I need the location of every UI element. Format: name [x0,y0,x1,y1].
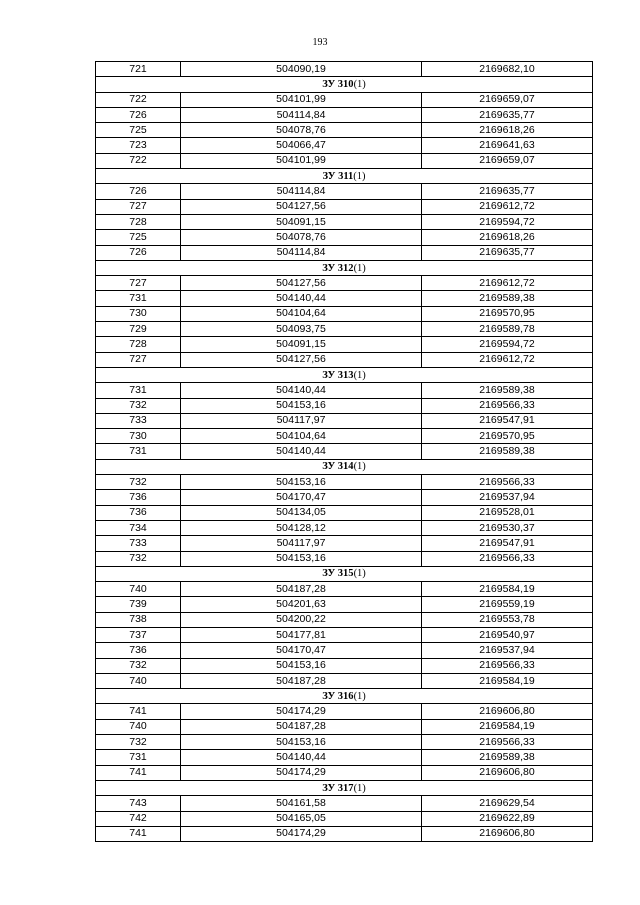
section-title-suffix: (1) [353,262,366,274]
y-coordinate-cell: 2169584,19 [422,719,593,734]
table-row [96,750,593,765]
point-number-cell: 731 [96,383,181,398]
table-row [96,704,593,719]
x-coordinate-cell: 504134,05 [181,505,422,520]
y-coordinate-cell: 2169612,72 [422,352,593,367]
y-coordinate-cell: 2169553,78 [422,612,593,627]
table-row [96,337,593,352]
y-coordinate-cell: 2169570,95 [422,429,593,444]
y-coordinate-cell: 2169635,77 [422,107,593,122]
point-number-cell: 734 [96,520,181,535]
point-number-cell: 728 [96,214,181,229]
point-number-cell: 728 [96,337,181,352]
table-row [96,826,593,841]
y-coordinate-cell: 2169589,38 [422,750,593,765]
y-coordinate-cell: 2169606,80 [422,765,593,780]
point-number-cell: 725 [96,230,181,245]
y-coordinate-cell: 2169584,19 [422,673,593,688]
x-coordinate-cell: 504140,44 [181,383,422,398]
section-title-suffix: (1) [353,690,366,702]
point-number-cell: 732 [96,551,181,566]
section-title [96,780,593,795]
x-coordinate-cell: 504114,84 [181,245,422,260]
point-number-cell: 739 [96,597,181,612]
x-coordinate-cell: 504187,28 [181,582,422,597]
table-row [96,520,593,535]
table-row [96,306,593,321]
y-coordinate-cell: 2169594,72 [422,337,593,352]
y-coordinate-cell: 2169589,38 [422,444,593,459]
x-coordinate-cell: 504187,28 [181,673,422,688]
y-coordinate-cell: 2169606,80 [422,704,593,719]
section-title [96,566,593,581]
table-row [96,230,593,245]
y-coordinate-cell: 2169618,26 [422,230,593,245]
y-coordinate-cell: 2169566,33 [422,398,593,413]
table-row [96,398,593,413]
y-coordinate-cell: 2169566,33 [422,551,593,566]
point-number-cell: 741 [96,826,181,841]
table-row [96,383,593,398]
x-coordinate-cell: 504101,99 [181,92,422,107]
section-title [96,689,593,704]
section-title-suffix: (1) [353,369,366,381]
y-coordinate-cell: 2169589,78 [422,322,593,337]
point-number-cell: 741 [96,704,181,719]
point-number-cell: 730 [96,429,181,444]
x-coordinate-cell: 504153,16 [181,475,422,490]
point-number-cell: 727 [96,276,181,291]
y-coordinate-cell: 2169629,54 [422,796,593,811]
x-coordinate-cell: 504104,64 [181,429,422,444]
section-title-prefix: ЗУ 313 [322,369,354,381]
table-row [96,811,593,826]
section-title [96,367,593,382]
table-row [96,123,593,138]
x-coordinate-cell: 504140,44 [181,750,422,765]
point-number-cell: 736 [96,490,181,505]
table-row [96,429,593,444]
y-coordinate-cell: 2169537,94 [422,643,593,658]
point-number-cell: 725 [96,123,181,138]
section-header-row [96,689,593,704]
section-header-row [96,459,593,474]
point-number-cell: 738 [96,612,181,627]
table-row [96,643,593,658]
section-header-row [96,169,593,184]
y-coordinate-cell: 2169594,72 [422,214,593,229]
x-coordinate-cell: 504174,29 [181,765,422,780]
point-number-cell: 740 [96,582,181,597]
x-coordinate-cell: 504187,28 [181,719,422,734]
table-row [96,612,593,627]
table-row [96,62,593,77]
point-number-cell: 736 [96,505,181,520]
y-coordinate-cell: 2169559,19 [422,597,593,612]
section-title-prefix: ЗУ 312 [322,262,354,274]
x-coordinate-cell: 504127,56 [181,276,422,291]
x-coordinate-cell: 504153,16 [181,735,422,750]
section-title [96,459,593,474]
y-coordinate-cell: 2169547,91 [422,413,593,428]
table-row [96,597,593,612]
x-coordinate-cell: 504114,84 [181,107,422,122]
x-coordinate-cell: 504165,05 [181,811,422,826]
y-coordinate-cell: 2169618,26 [422,123,593,138]
page-number: 193 [312,37,328,48]
section-title-suffix: (1) [353,782,366,794]
table-row [96,719,593,734]
point-number-cell: 723 [96,138,181,153]
y-coordinate-cell: 2169566,33 [422,658,593,673]
section-title-prefix: ЗУ 315 [322,568,354,580]
point-number-cell: 740 [96,719,181,734]
table-row [96,276,593,291]
point-number-cell: 732 [96,398,181,413]
table-row [96,658,593,673]
y-coordinate-cell: 2169606,80 [422,826,593,841]
x-coordinate-cell: 504174,29 [181,826,422,841]
point-number-cell: 726 [96,184,181,199]
point-number-cell: 730 [96,306,181,321]
x-coordinate-cell: 504170,47 [181,490,422,505]
x-coordinate-cell: 504161,58 [181,796,422,811]
table-row [96,153,593,168]
x-coordinate-cell: 504140,44 [181,444,422,459]
x-coordinate-cell: 504093,75 [181,322,422,337]
table-row [96,475,593,490]
coordinates-table [95,61,593,842]
point-number-cell: 740 [96,673,181,688]
x-coordinate-cell: 504174,29 [181,704,422,719]
x-coordinate-cell: 504153,16 [181,658,422,673]
y-coordinate-cell: 2169612,72 [422,276,593,291]
x-coordinate-cell: 504127,56 [181,352,422,367]
point-number-cell: 731 [96,750,181,765]
y-coordinate-cell: 2169635,77 [422,245,593,260]
table-row [96,536,593,551]
point-number-cell: 741 [96,765,181,780]
section-title-suffix: (1) [353,461,366,473]
point-number-cell: 722 [96,153,181,168]
table-row [96,184,593,199]
point-number-cell: 732 [96,735,181,750]
point-number-cell: 731 [96,444,181,459]
x-coordinate-cell: 504066,47 [181,138,422,153]
y-coordinate-cell: 2169612,72 [422,199,593,214]
y-coordinate-cell: 2169547,91 [422,536,593,551]
x-coordinate-cell: 504091,15 [181,337,422,352]
x-coordinate-cell: 504091,15 [181,214,422,229]
y-coordinate-cell: 2169682,10 [422,62,593,77]
section-title-prefix: ЗУ 310 [322,78,354,90]
y-coordinate-cell: 2169540,97 [422,627,593,642]
point-number-cell: 721 [96,62,181,77]
table-row [96,627,593,642]
y-coordinate-cell: 2169589,38 [422,291,593,306]
point-number-cell: 727 [96,199,181,214]
y-coordinate-cell: 2169537,94 [422,490,593,505]
table-row [96,92,593,107]
x-coordinate-cell: 504170,47 [181,643,422,658]
section-title-suffix: (1) [353,568,366,580]
point-number-cell: 732 [96,475,181,490]
x-coordinate-cell: 504090,19 [181,62,422,77]
x-coordinate-cell: 504078,76 [181,230,422,245]
x-coordinate-cell: 504104,64 [181,306,422,321]
point-number-cell: 727 [96,352,181,367]
section-title [96,169,593,184]
coordinates-table-body [96,62,593,842]
point-number-cell: 722 [96,92,181,107]
section-title-suffix: (1) [353,78,366,90]
section-header-row [96,367,593,382]
x-coordinate-cell: 504114,84 [181,184,422,199]
x-coordinate-cell: 504177,81 [181,627,422,642]
y-coordinate-cell: 2169570,95 [422,306,593,321]
section-title-prefix: ЗУ 316 [322,690,354,702]
point-number-cell: 732 [96,658,181,673]
y-coordinate-cell: 2169530,37 [422,520,593,535]
table-row [96,352,593,367]
y-coordinate-cell: 2169566,33 [422,475,593,490]
section-title [96,260,593,275]
section-title [96,77,593,92]
x-coordinate-cell: 504117,97 [181,413,422,428]
point-number-cell: 737 [96,627,181,642]
section-title-prefix: ЗУ 317 [322,782,354,794]
y-coordinate-cell: 2169659,07 [422,153,593,168]
section-title-prefix: ЗУ 314 [322,461,354,473]
y-coordinate-cell: 2169635,77 [422,184,593,199]
section-header-row [96,77,593,92]
table-row [96,673,593,688]
table-row [96,582,593,597]
x-coordinate-cell: 504201,63 [181,597,422,612]
point-number-cell: 733 [96,536,181,551]
y-coordinate-cell: 2169622,89 [422,811,593,826]
y-coordinate-cell: 2169589,38 [422,383,593,398]
table-row [96,291,593,306]
point-number-cell: 743 [96,796,181,811]
table-row [96,735,593,750]
point-number-cell: 726 [96,107,181,122]
y-coordinate-cell: 2169659,07 [422,92,593,107]
x-coordinate-cell: 504117,97 [181,536,422,551]
x-coordinate-cell: 504153,16 [181,398,422,413]
x-coordinate-cell: 504127,56 [181,199,422,214]
section-header-row [96,260,593,275]
table-row [96,138,593,153]
table-row [96,413,593,428]
x-coordinate-cell: 504101,99 [181,153,422,168]
table-row [96,551,593,566]
point-number-cell: 742 [96,811,181,826]
x-coordinate-cell: 504140,44 [181,291,422,306]
point-number-cell: 733 [96,413,181,428]
table-row [96,505,593,520]
y-coordinate-cell: 2169584,19 [422,582,593,597]
table-row [96,322,593,337]
x-coordinate-cell: 504128,12 [181,520,422,535]
table-row [96,444,593,459]
x-coordinate-cell: 504078,76 [181,123,422,138]
section-title-suffix: (1) [353,170,366,182]
table-row [96,796,593,811]
y-coordinate-cell: 2169641,63 [422,138,593,153]
y-coordinate-cell: 2169528,01 [422,505,593,520]
table-row [96,490,593,505]
table-row [96,245,593,260]
table-row [96,199,593,214]
point-number-cell: 729 [96,322,181,337]
point-number-cell: 731 [96,291,181,306]
section-title-prefix: ЗУ 311 [322,170,354,182]
point-number-cell: 726 [96,245,181,260]
table-row [96,107,593,122]
table-row [96,214,593,229]
section-header-row [96,566,593,581]
x-coordinate-cell: 504200,22 [181,612,422,627]
table-row [96,765,593,780]
point-number-cell: 736 [96,643,181,658]
section-header-row [96,780,593,795]
y-coordinate-cell: 2169566,33 [422,735,593,750]
x-coordinate-cell: 504153,16 [181,551,422,566]
